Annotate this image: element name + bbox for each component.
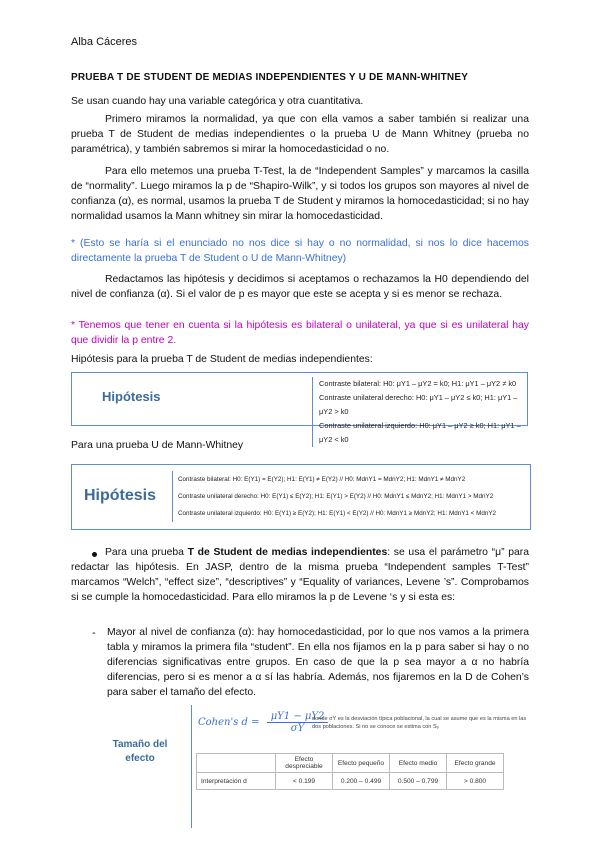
- paragraph-hypotheses: Redactamos las hipótesis y decidimos si aceptamos o rechazamos la H0 dependiendo del nivel de confianza (α). Si el valor de p es mayor que este se acepta y si es menor se rechaza.: [71, 274, 529, 300]
- bullet-bold: T de Student de medias independientes: [187, 547, 388, 558]
- header-cell: Efecto pequeño: [333, 754, 390, 773]
- hypothesis-label: Hipótesis: [102, 389, 161, 404]
- hypothesis-table-u: [71, 464, 531, 530]
- value-cell: > 0.800: [447, 773, 504, 790]
- effect-interpretation-table: [196, 753, 504, 790]
- bullet-item-t-student: [71, 545, 529, 605]
- header-cell: Efecto grande: [447, 754, 504, 773]
- hypothesis-lines-t: [312, 377, 529, 447]
- dash-marker: -: [92, 627, 96, 639]
- value-cell: 0.200 – 0.499: [333, 773, 390, 790]
- header-cell: Efecto despreciable: [276, 754, 333, 773]
- formula-lhs: Cohen's d =: [198, 717, 260, 728]
- hyp-t-derecho: Contraste unilateral derecho: H0: μY1 – μY2 ≤ k0; H1: μY1 – μY2 > k0: [319, 393, 518, 416]
- hyp-u-heading: Para una prueba U de Mann-Whitney: [71, 440, 244, 451]
- formula-note: donde σY es la desviación típica poblacional, la cual se asume que es la misma en las dos poblaciones. Si no se conoce se estima con Sₚ: [312, 716, 527, 730]
- paragraph-ttest: Para ello metemos una prueba T-Test, la de “Independent Samples” y marcamos la casilla de “normality”. Luego miramos la p de “Shapiro-Wilk”, y si todos los grupos son mayores al nivel de confianza (α), es normal, usamos la prueba T de Student y miramos la homocedasticidad; si no hay normalidad usamos la Mann whitney sin mirar la homocedasticidad.: [71, 166, 529, 222]
- hypothesis-lines-u: [172, 471, 530, 522]
- effect-size-table: [191, 705, 532, 828]
- document-title: PRUEBA T DE STUDENT DE MEDIAS INDEPENDIENTES Y U DE MANN-WHITNEY: [71, 72, 469, 83]
- hyp-u-bilateral: Contraste bilateral: H0: E(Y1) = E(Y2); H1: E(Y1) ≠ E(Y2) // H0: MdnY1 = MdnY2; H1: MdnY1 ≠ MdnY2: [178, 476, 466, 483]
- cohens-d-formula: [198, 711, 328, 734]
- bullet-lead: Para una prueba: [105, 547, 188, 558]
- hyp-t-heading: Hipótesis para la prueba T de Student de medias independientes:: [71, 354, 373, 365]
- row-label: Interpretación d: [197, 773, 276, 790]
- value-cell: 0.500 – 0.799: [390, 773, 447, 790]
- effect-size-label: Tamaño del efecto: [112, 739, 168, 764]
- intro-paragraph: Se usan cuando hay una variable categórica y otra cuantitativa.: [71, 96, 364, 107]
- value-cell: < 0.199: [276, 773, 333, 790]
- sub-item-homocedasticity: Mayor al nivel de confianza (α): hay homocedasticidad, por lo que nos vamos a la primera tabla y miramos la primera fila “student”. En ella nos fijamos en la p para saber si hay o no diferencias significativas entre grupos. En caso de que la p sea mayor a α no habría diferencias, pero si es menor a α sí las habría. Además, nos fijaremos en la D de Cohen’s para saber el tamaño del efecto.: [107, 627, 529, 698]
- hyp-u-derecho: Contraste unilateral derecho: H0: E(Y1) ≤ E(Y2); H1: E(Y1) > E(Y2) // H0: MdnY1 ≤ MdnY2; H1: MdnY1 > MdnY2: [178, 493, 494, 500]
- hyp-u-izquierdo: Contraste unilateral izquierdo: H0: E(Y1) ≥ E(Y2); H1: E(Y1) < E(Y2) // H0: MdnY1 ≥ MdnY2; H1: MdnY1 < MdnY2: [178, 510, 497, 517]
- note-unilateral: * Tenemos que tener en cuenta si la hipótesis es bilateral o unilateral, ya que si es unilateral hay que dividir la p entre 2.: [71, 320, 529, 346]
- hyp-t-izquierdo: Contraste unilateral izquierdo: H0: μY1 – μY2 ≥ k0; H1: μY1 – μY2 < k0: [319, 421, 521, 444]
- hyp-t-bilateral: Contraste bilateral: H0: μY1 – μY2 = k0; H1: μY1 – μY2 ≠ k0: [319, 379, 517, 388]
- hypothesis-table-t: [71, 372, 528, 444]
- formula-denominator: σY: [290, 723, 305, 734]
- bullet-rest: : se usa el parámetro “μ” para redactar las hipótesis. En JASP, dentro de la misma prueba “Independent samples T-Test” marcamos “Welch”, “effect size”, “descriptives” y “Equality of variances, Levene ’s”. Comprobamos si se cumple la homocedasticidad. Para ello miramos la p de Levene ‘s y si esta es:: [71, 547, 529, 603]
- paragraph-normality: Primero miramos la normalidad, ya que con ella vamos a saber también si realizar una prueba T de Student de medias independientes o la prueba U de Mann Whitney (prueba no paramétrica), y también sabremos si mirar la homocedasticidad o no.: [71, 114, 529, 155]
- hypothesis-label: Hipótesis: [84, 487, 157, 504]
- note-normality: * (Esto se haría si el enunciado no nos dice si hay o no normalidad, si nos lo dice hacemos directamente la prueba T de Student o U de Mann-Whitney): [71, 238, 529, 264]
- header-cell: Efecto medio: [390, 754, 447, 773]
- author-name: Alba Cáceres: [71, 36, 138, 48]
- header-cell: [197, 754, 276, 773]
- formula-numerator: μY1 − μY2: [267, 711, 329, 723]
